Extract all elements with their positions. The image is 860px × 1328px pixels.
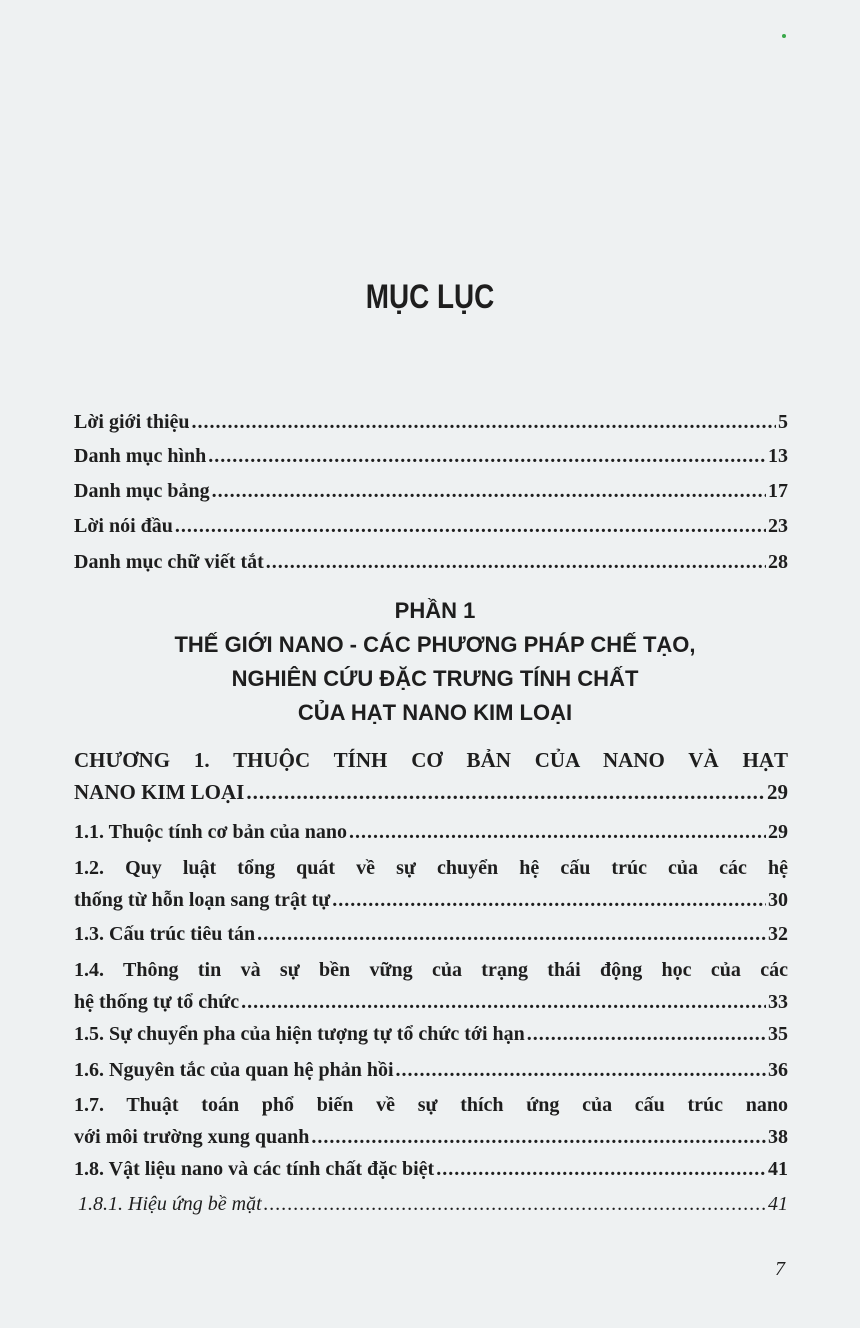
toc-section-label: 1.3. Cấu trúc tiêu tán (74, 923, 256, 945)
toc-leader (349, 816, 766, 848)
toc-leader (266, 546, 766, 578)
toc-entry-page: 41 (768, 1158, 788, 1180)
toc-section-label-cont: hệ thống tự tổ chức (74, 991, 240, 1013)
toc-entry-page: 5 (778, 411, 788, 433)
page-title: MỤC LỤC (365, 278, 495, 316)
toc-leader (311, 1121, 766, 1153)
toc-section-label-cont: thống từ hỗn loạn sang trật tự (74, 889, 331, 911)
part-title-line: THẾ GIỚI NANO - CÁC PHƯƠNG PHÁP CHẾ TẠO, (174, 632, 696, 657)
toc-entry-label: Lời nói đầu (74, 515, 173, 537)
toc-leader (246, 776, 765, 808)
toc-leader (208, 440, 766, 472)
toc-entry-page: 23 (768, 515, 788, 537)
toc-section[interactable] (74, 852, 788, 916)
toc-section-label: 1.6. Nguyên tắc của quan hệ phản hồi (74, 1059, 394, 1081)
toc-leader (192, 406, 777, 438)
toc-entry[interactable] (74, 406, 788, 438)
toc-entry-page: 13 (768, 445, 788, 467)
toc-leader (241, 986, 766, 1018)
toc-entry-page: 35 (768, 1023, 788, 1045)
toc-entry-page: 36 (768, 1059, 788, 1081)
toc-entry-page: 41 (768, 1193, 788, 1215)
toc-entry-page: 28 (768, 551, 788, 573)
toc-subsection[interactable] (78, 1188, 788, 1220)
toc-leader (212, 475, 766, 507)
toc-section-label: 1.2. Quy luật tổng quát về sự chuyển hệ cấu trúc của các hệ (74, 857, 788, 879)
toc-leader (175, 510, 766, 542)
toc-entry-label: Danh mục chữ viết tắt (74, 551, 264, 573)
toc-entry-label: Lời giới thiệu (74, 411, 190, 433)
chapter-title-line: NANO KIM LOẠI (74, 780, 245, 804)
toc-leader (264, 1188, 766, 1220)
toc-section-label-cont: với môi trường xung quanh (74, 1126, 310, 1148)
toc-entry[interactable] (74, 440, 788, 472)
toc-section-label: 1.7. Thuật toán phổ biến về sự thích ứng của cấu trúc nano (74, 1094, 788, 1116)
toc-section-label: 1.8. Vật liệu nano và các tính chất đặc biệt (74, 1158, 435, 1180)
toc-entry-label: Danh mục hình (74, 445, 207, 467)
part-heading (70, 594, 800, 730)
part-label: PHẦN 1 (394, 598, 476, 623)
toc-entry-page: 30 (768, 889, 788, 911)
toc-section[interactable] (74, 954, 788, 1018)
toc-section-label: 1.1. Thuộc tính cơ bản của nano (74, 821, 348, 843)
toc-section[interactable] (74, 1054, 788, 1086)
toc-entry-page: 38 (768, 1126, 788, 1148)
toc-section[interactable] (74, 1153, 788, 1185)
toc-entry[interactable] (74, 546, 788, 578)
toc-section-label: 1.5. Sự chuyển pha của hiện tượng tự tổ chức tới hạn (74, 1023, 525, 1045)
toc-chapter[interactable] (74, 744, 788, 808)
toc-section[interactable] (74, 816, 788, 848)
chapter-title-line: CHƯƠNG 1. THUỘC TÍNH CƠ BẢN CỦA NANO VÀ HẠT (74, 748, 788, 772)
toc-subsection-label: 1.8.1. Hiệu ứng bề mặt (78, 1193, 262, 1215)
toc-leader (257, 918, 766, 950)
toc-entry-page: 32 (768, 923, 788, 945)
toc-entry-label: Danh mục bảng (74, 480, 210, 502)
page-number: 7 (775, 1258, 785, 1280)
toc-leader (527, 1018, 766, 1050)
toc-entry-page: 33 (768, 991, 788, 1013)
part-title-line: NGHIÊN CỨU ĐẶC TRƯNG TÍNH CHẤT (231, 666, 639, 691)
toc-section[interactable] (74, 918, 788, 950)
toc-entry-page: 29 (768, 821, 788, 843)
toc-leader (332, 884, 766, 916)
toc-section[interactable] (74, 1018, 788, 1050)
toc-leader (396, 1054, 766, 1086)
toc-section-label: 1.4. Thông tin và sự bền vững của trạng thái động học của các (74, 959, 788, 981)
toc-section[interactable] (74, 1089, 788, 1153)
toc-entry-page: 17 (768, 480, 788, 502)
toc-entry[interactable] (74, 475, 788, 507)
toc-entry-page: 29 (767, 780, 788, 804)
ink-speck (782, 34, 786, 38)
part-title-line: CỦA HẠT NANO KIM LOẠI (297, 700, 573, 725)
toc-entry[interactable] (74, 510, 788, 542)
toc-leader (436, 1153, 766, 1185)
